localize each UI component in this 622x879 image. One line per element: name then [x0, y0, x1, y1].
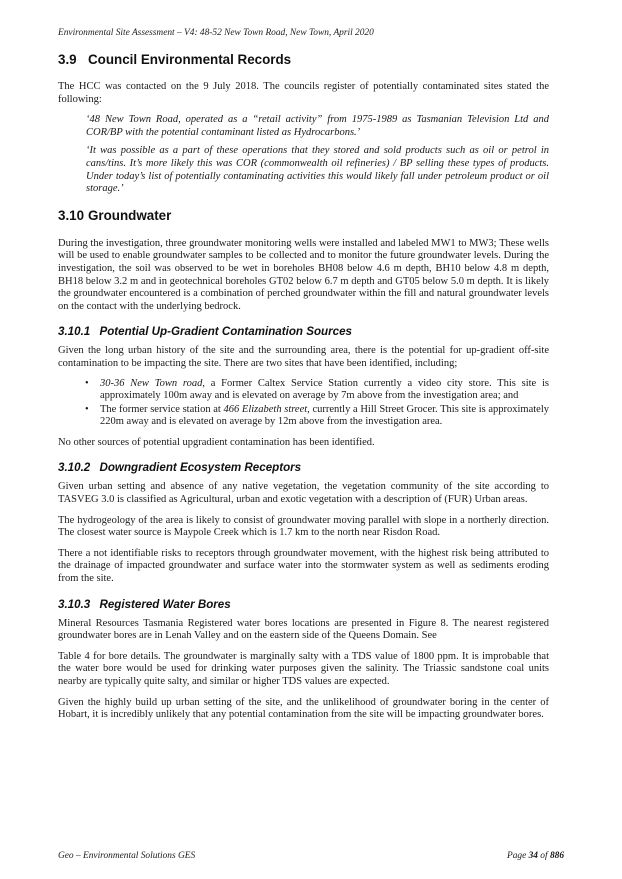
section-title: Registered Water Bores	[99, 597, 231, 611]
section-heading-3-9	[58, 52, 549, 67]
paragraph: There a not identifiable risks to receptors through groundwater movement, with the highest risk being attributed to the drainage of impacted groundwater and surface water into the stormwater system as well as sediments eroding from the site.	[58, 547, 549, 585]
page-body	[58, 52, 549, 730]
section-number: 3.9	[58, 52, 77, 67]
page-prefix: Page	[506, 851, 529, 861]
list-item-text: , a Former Caltex Service Station currently a video city store. This site is approximately 100m away and is elevated on average by 7m above from the investigation area; and	[100, 377, 549, 402]
page-current: 34	[528, 851, 538, 861]
paragraph: Mineral Resources Tasmania Registered water bores locations are presented in Figure 8. The nearest registered groundwater bores are in Lenah Valley and on the eastern side of the Queens Domain. See	[58, 617, 549, 642]
paragraph: No other sources of potential upgradient contamination has been identified.	[58, 436, 375, 448]
bullet-icon: •	[85, 403, 89, 415]
paragraph: Table 4 for bore details. The groundwater is marginally salty with a TDS value of 1800 ppm. It is improbable that the water bore would be used for drinking water purposes given the salinity. The Triassic sandstone coal units nearby are typically quite salty, and similar or higher TDS values are expected.	[58, 650, 549, 687]
list-item-text: , currently a Hill Street Grocer. This site is approximately 220m away and is elevated on average by 12m above from the investigation area.	[100, 403, 549, 428]
bullet-list	[58, 378, 549, 429]
paragraph: Given the long urban history of the site and the surrounding area, there is the potential for up-gradient off-site contamination to be impacting the site. There are two sites that have been identified, including;	[58, 345, 549, 369]
section-number: 3.10.2	[58, 461, 91, 475]
paragraph: The HCC was contacted on the 9 July 2018. The councils register of potentially contaminated sites stated the following:	[58, 81, 549, 105]
section-title: Council Environmental Records	[88, 52, 292, 67]
section-heading-3-10	[58, 208, 549, 223]
section-number: 3.10.1	[58, 325, 91, 339]
paragraph: The hydrogeology of the area is likely to consist of groundwater moving parallel with slope in a northerly direction. The closest water source is Maypole Creek which is 1.7 km to the north near Risdon Road.	[58, 514, 549, 539]
section-title: Downgradient Ecosystem Receptors	[99, 461, 302, 475]
paragraph: Given the highly build up urban setting of the site, and the unlikelihood of groundwater boring in the center of Hobart, it is incredibly unlikely that any potential contamination from the site will be impacting groundwater bores.	[58, 696, 549, 721]
quote: ‘48 New Town Road, operated as a “retail activity” from 1975-1989 as Tasmanian Television Ltd and COR/BP with the potential contaminant listed as Hydrocarbons.’	[86, 114, 549, 138]
section-heading-3-10-3	[58, 598, 549, 611]
section-heading-3-10-2	[58, 461, 549, 474]
site-address: 30-36 New Town road	[100, 377, 203, 389]
section-heading-3-10-1	[58, 325, 549, 338]
site-address: 466 Elizabeth street	[223, 403, 308, 415]
list-item-text: The former service station at	[100, 403, 224, 415]
running-header: Environmental Site Assessment – V4: 48-52 New Town Road, New Town, April 2020	[58, 28, 374, 38]
paragraph: Given urban setting and absence of any native vegetation, the vegetation community of the site according to TASVEG 3.0 is classified as Agricultural, urban and exotic vegetation with a description of (FUR) Urban areas.	[58, 481, 549, 506]
page-number	[507, 851, 564, 861]
section-title: Groundwater	[88, 207, 172, 223]
section-title: Potential Up-Gradient Contamination Sources	[99, 325, 352, 339]
section-number: 3.10	[58, 207, 85, 223]
section-number: 3.10.3	[58, 597, 91, 611]
footer-company: Geo – Environmental Solutions GES	[58, 851, 196, 861]
list-item	[58, 404, 549, 429]
bullet-icon: •	[85, 377, 89, 389]
page-of: of	[537, 851, 550, 861]
page-total: 886	[549, 851, 564, 861]
paragraph: During the investigation, three groundwater monitoring wells were installed and labeled MW1 to MW3; These wells will be used to enable groundwater samples to be collected and to monitor the future groundwater levels. During the investigation, the soil was observed to be wet in boreholes BH08 below 4.6 m depth, BH10 below 4.8 m depth, BH18 below 3.2 m and in geotechnical boreholes GT02 below 6.7 m depth and GT05 below 5.0 m depth. It is likely the groundwater encountered is a combination of perched groundwater within the fill and natural groundwater levels on the contact with the underlying bedrock.	[58, 237, 549, 312]
list-item	[58, 378, 549, 403]
quote: ‘It was possible as a part of these operations that they stored and sold products such as oil or petrol in cans/tins. It’s more likely this was COR (commonwealth oil refineries) / BP selling these types of products. Under today’s list of potentially contaminating activities this would likely fall under petroleum product or oil storage.’	[86, 145, 549, 195]
